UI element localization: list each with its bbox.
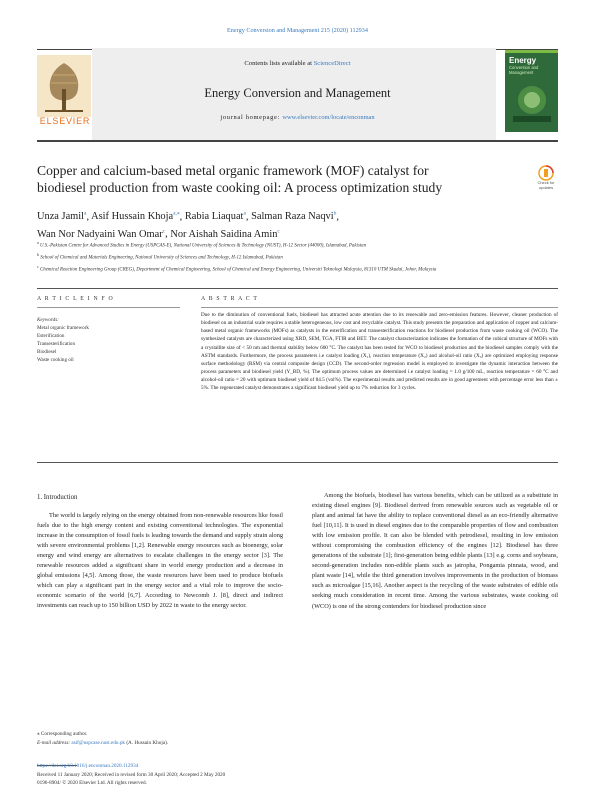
check-updates-label: Check for updates xyxy=(537,180,555,190)
affiliations xyxy=(37,239,557,275)
journal-cover-image xyxy=(505,50,558,132)
corresponding-author-note: ⁎ Corresponding author. xyxy=(37,731,88,737)
cover-graphic xyxy=(513,80,551,124)
introduction-heading: 1. Introduction xyxy=(37,494,78,501)
cover-band xyxy=(505,50,558,53)
email-link[interactable]: asif@uspcase.nust.edu.pk xyxy=(71,739,126,746)
footnote xyxy=(37,730,367,747)
sciencedirect-link[interactable]: ScienceDirect xyxy=(313,60,351,67)
body-column-left xyxy=(37,511,283,611)
author[interactable]: Rabia Liaquat$^a$ xyxy=(184,211,246,223)
affiliation: $^b$ School of Chemical and Materials Engineering, National University of Sciences and Technology, H-12 Islamabad, Pakistan xyxy=(37,251,283,261)
elsevier-wordmark: ELSEVIER xyxy=(39,116,91,126)
paragraph: Among the biofuels, biodiesel has various benefits, which can be utilized as a substitute in existing diesel engines [9]. Biodiesel derived from renewable sources such as vegetable oil or plant and animal fat have the ability to replace conventional diesel as an eco-friendly alternative fuel [10,11]. It is used in diesel engines due to the comparable properties of flow and combustion with low emission profile. It can also be blended with petrodiesel, resulting in low emission without compromising the combustion efficiency of the engines [12]. Biodiesel has three generations of the substrate [1]; first-generation being edible plants [13] e.g. corns and soybeans, second-generation includes non-edible plants such as jatropha, Pongamia pinnata, wood, and plant waste [14], while the third generation involves improvements in the production of biomass such as microalgae [15,16]. Another aspect is the recycling of the waste substrates of edible oils seeking much consideration in recent time. Among the various substrates, waste cooking oil (WCO) is one of the strong contenders for biodiesel production since xyxy=(312,492,558,610)
article-info-heading: A R T I C L E I N F O xyxy=(37,296,114,302)
keyword: Biodiesel xyxy=(37,349,57,355)
cover-title: Energy xyxy=(509,56,537,65)
check-for-updates-badge[interactable] xyxy=(533,165,559,195)
keywords-label: Keywords: xyxy=(37,317,59,323)
article-info-rule xyxy=(37,307,180,308)
keyword: Esterification xyxy=(37,333,65,339)
abstract-heading: A B S T R A C T xyxy=(201,296,259,302)
body-column-right xyxy=(312,491,558,612)
keyword: Metal organic framework xyxy=(37,325,89,331)
header-bottom-rule xyxy=(37,140,558,142)
journal-title: Energy Conversion and Management xyxy=(204,86,391,100)
keyword: Waste cooking oil xyxy=(37,357,74,363)
copyright: 0196-8904/ © 2020 Elsevier Ltd. All rights reserved. xyxy=(37,780,147,786)
homepage-label: journal homepage: xyxy=(220,114,283,121)
email-line: E-mail address: asif@uspcase.nust.edu.pk (A. Hussain Khoja). xyxy=(37,739,169,746)
homepage-link[interactable]: www.elsevier.com/locate/enconman xyxy=(282,114,375,121)
abstract-rule xyxy=(201,307,558,308)
cover-subtitle: Conversion and Management xyxy=(509,65,539,75)
keywords-block xyxy=(37,316,187,364)
check-updates-icon xyxy=(533,165,559,181)
doi-link[interactable]: https://doi.org/10.1016/j.enconman.2020.112934 xyxy=(37,763,139,769)
affiliation: $^a$ U.S.-Pakistan Centre for Advanced Studies in Energy (USPCAS-E), National University of Sciences & Technology (NUST), H-12 Sector (44000), Islamabad, Pakistan xyxy=(37,240,367,249)
author[interactable]: Nor Aishah Saidina Amin$^c$ xyxy=(170,228,280,240)
author-list: Unza Jamil$^a$, Asif Hussain Khoja$^{a,⁎}$, Rabia Liaquat$^a$, Salman Raza Naqvi$^b$, Wan Nor Nadyaini Wan Omar$^c$, Nor Aishah Saidina Amin$^c$ xyxy=(37,211,339,240)
journal-reference[interactable]: Energy Conversion and Management 215 (2020) 112934 xyxy=(227,27,368,34)
abstract-text: Due to the diminution of conventional fuels, biodiesel has attracted acute attention due to its renewable and zero-emission features. However, cleaner production of biodiesel on an industrial scale requires a stable heterogeneous, low cost and recyclable catalyst. This study presents the preparation and application of copper and calcium-based metal organic frameworks (MOFs) as catalysts in the esterification and transesterification reactions for biodiesel production from waste cooking oil (WCO). The synthesized catalysts are characterized using XRD, SEM, TGA, FTIR and BET. The catalyst characterization indicates the formation of the cubical structure of MOFs with a crystallite size of < 50 nm and thermal stability below 600 °C. The catalyst has been tested for WCO to biodiesel production and the biodiesel samples comply with the ASTM standards. Furthermore, the process parameters i.e catalyst loading (X₁), reaction temperature (X₂) and alcohol-oil ratio (X₃) are optimized employing response surface methodology (RSM) via central composite design (CCD). The second-order regression model is employed to investigate the dynamic interaction between the process parameters and biodiesel yield (Y_BD, %). The optimum process values are determined i.e catalyst loading = 1.0 g/100 mL, reaction temperature = 60 °C and alcohol-oil ratio = 20 with optimum biodiesel yield of 84.5 (vol%). The experimental results and predicted results are in good agreement with percentage error less than ± 5%. The regenerated catalyst demonstrates a significant biodiesel yield up to 7% reduction for 3 cycles. xyxy=(201,312,558,392)
keyword: Transesterification xyxy=(37,341,76,347)
section-rule xyxy=(37,288,558,289)
affiliation: $^c$ Chemical Reaction Engineering Group (CREG), Department of Chemical Engineering, School of Chemical and Energy Engineering, Universiti Teknologi Malaysia, 81310 UTM Skudai, Johor, Malaysia xyxy=(37,263,437,273)
author[interactable]: Salman Raza Naqvi$^b$ xyxy=(251,211,337,223)
author[interactable]: Asif Hussain Khoja$^{a,⁎}$ xyxy=(91,211,180,223)
section-rule xyxy=(37,462,558,463)
received-dates: Received 11 January 2020; Received in revised form 30 April 2020; Accepted 2 May 2020 xyxy=(37,771,226,778)
paragraph: The world is largely relying on the energy obtained from non-renewable resources like fossil fuels due to the high energy content and existing conventional technologies. The exponential increase in the consumption of fossil fuels is leading towards the demand and supply strain along with severe environmental problems [1,2]. Renewable energy resources such as bioenergy, solar energy and wind energy are alternatives to escalate challenges in the energy sector [3]. The renewable resources added a significant share in world energy production and a decrease in global emissions [4,5]. Among those, the waste resources have been used to produce biofuels which can play a significant part in the energy sector and a vital role to improve the socio-economic scenario of the world [6,7]. According to Newcomb J. [8], direct and indirect investments can reach up to 150 billion USD by 2022 in waste to the energy sector. xyxy=(37,512,283,610)
publication-info xyxy=(37,762,367,788)
author[interactable]: Wan Nor Nadyaini Wan Omar$^c$ xyxy=(37,228,166,240)
contents-prefix: Contents lists available at xyxy=(244,60,314,67)
paper-title: Copper and calcium-based metal organic framework (MOF) catalyst for biodiesel production from waste cooking oil: A process optimization study xyxy=(37,163,443,195)
author[interactable]: Unza Jamil$^a$ xyxy=(37,211,87,223)
